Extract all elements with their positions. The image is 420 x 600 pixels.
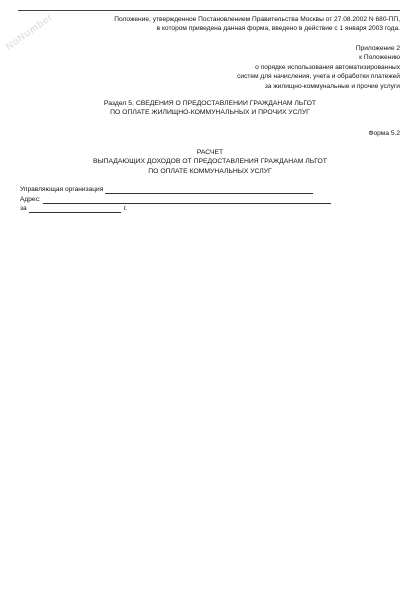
header-note-line-1: Положение, утвержденное Постановлением Правительства Москвы от 27.08.2002 N 680-ПП, (114, 16, 400, 23)
watermark: NoNumber (4, 11, 56, 53)
period-suffix: г. (123, 205, 128, 212)
section-title (20, 99, 400, 118)
period-field (20, 204, 127, 213)
raschet-title-line-1: РАСЧЕТ (196, 149, 224, 156)
address-blank-line[interactable] (43, 196, 331, 204)
appendix-line-2: к Положению (359, 54, 400, 62)
period-prefix: за (20, 205, 27, 212)
section-title-line-1: Раздел 5. СВЕДЕНИЯ О ПРЕДОСТАВЛЕНИИ ГРАЖДАНАМ ЛЬГОТ (103, 100, 317, 107)
appendix-line-1: Приложение 2 (355, 45, 400, 52)
address-label: Адрес: (20, 196, 41, 203)
org-blank-line[interactable] (105, 186, 313, 194)
form-number: Форма 5.2 (368, 130, 400, 137)
appendix-block (140, 44, 400, 91)
org-label: Управляющая организация (20, 186, 104, 193)
header-note-line-2: в котором приведена данная форма, введено в действие с 1 января 2003 года. (156, 25, 400, 32)
org-field (20, 185, 313, 194)
raschet-title-line-3: ПО ОПЛАТЕ КОММУНАЛЬНЫХ УСЛУГ (148, 167, 272, 175)
appendix-line-5: за жилищно-коммунальные и прочие услуги (264, 82, 400, 90)
appendix-line-4: систем для начисления, учета и обработки платежей (237, 73, 400, 81)
header-note (18, 10, 400, 33)
raschet-title (20, 148, 400, 176)
section-title-line-2: ПО ОПЛАТЕ ЖИЛИЩНО-КОММУНАЛЬНЫХ И ПРОЧИХ УСЛУГ (110, 109, 310, 117)
appendix-line-3: о порядке использования автоматизированных (255, 63, 400, 71)
raschet-title-line-2: ВЫПАДАЮЩИХ ДОХОДОВ ОТ ПРЕДОСТАВЛЕНИЯ ГРАЖДАНАМ ЛЬГОТ (93, 158, 327, 166)
period-blank-line[interactable] (29, 205, 121, 213)
address-field (20, 195, 331, 204)
